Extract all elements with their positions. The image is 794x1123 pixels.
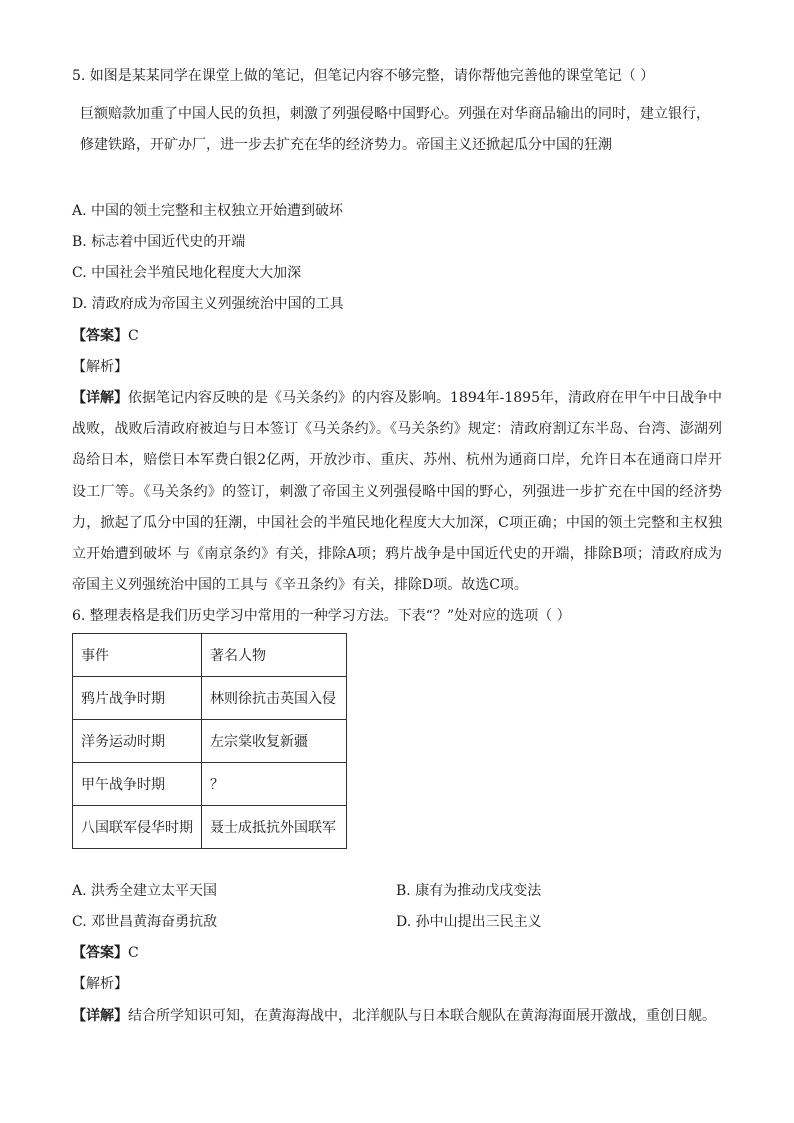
note-line-2: 修建铁路，开矿办厂，进一步去扩充在华的经济势力。帝国主义还掀起瓜分中国的狂潮 bbox=[80, 137, 612, 153]
table-header-cell: 著名人物 bbox=[202, 634, 347, 677]
table-cell: ？ bbox=[202, 763, 347, 806]
detail-tag: 【详解】 bbox=[72, 1008, 128, 1024]
answer-value: C bbox=[128, 945, 139, 961]
events-table bbox=[72, 633, 347, 849]
q6-detail bbox=[72, 1006, 716, 1026]
detail-text: 结合所学知识可知，在黄海海战中，北洋舰队与日本联合舰队在黄海海面展开激战，重创日舰。 bbox=[128, 1008, 716, 1024]
table-row bbox=[73, 720, 347, 763]
q5-option-a: A. 中国的领土完整和主权独立开始遭到破坏 bbox=[72, 203, 344, 219]
q6-option-c: C. 邓世昌黄海奋勇抗敌 bbox=[72, 914, 218, 930]
table-header-cell: 事件 bbox=[73, 634, 202, 677]
answer-tag: 【答案】 bbox=[72, 945, 128, 961]
answer-value: C bbox=[128, 328, 139, 344]
q5-analysis-tag: 【解析】 bbox=[72, 359, 128, 375]
table-header-row bbox=[73, 634, 347, 677]
table-cell: 八国联军侵华时期 bbox=[73, 806, 202, 849]
detail-text: 依据笔记内容反映的是《马关条约》的内容及影响。1894年-1895年，清政府在甲午中日战争中战败，战败后清政府被迫与日本签订《马关条约》。《马关条约》规定：清政府割辽东半岛、台湾、澎湖列岛给日本，赔偿日本军费白银2亿两，开放沙市、重庆、苏州、杭州为通商口岸，允许日本在通商口岸开设工厂等。《马关条约》的签订，刺激了帝国主义列强侵略中国的野心，列强进一步扩充在中国的经济势力，掀起了瓜分中国的狂潮，中国社会的半殖民地化程度大大加深，C项正确；中国的领土完整和主权独立开始遭到破坏 与《南京条约》有关，排除A项；鸦片战争是中国近代史的开端，排除B项；清政府成为帝国主义列强统治中国的工具与《辛丑条约》有关，排除D项。故选C项。 bbox=[72, 390, 722, 594]
note-line-1: 巨额赔款加重了中国人民的负担，刺激了列强侵略中国野心。列强在对华商品输出的同时，建立银行， bbox=[80, 106, 710, 122]
table-cell: 左宗棠收复新疆 bbox=[202, 720, 347, 763]
detail-tag: 【详解】 bbox=[72, 390, 128, 406]
q6-answer bbox=[72, 943, 139, 963]
table-row bbox=[73, 677, 347, 720]
question-6-title: 6. 整理表格是我们历史学习中常用的一种学习方法。下表“？”处对应的选项（ ） bbox=[72, 608, 571, 624]
question-5-title: 5. 如图是某某同学在课堂上做的笔记，但笔记内容不够完整，请你帮他完善他的课堂笔记（ ） bbox=[72, 68, 655, 84]
q5-answer bbox=[72, 326, 139, 346]
answer-tag: 【答案】 bbox=[72, 328, 128, 344]
q5-option-b: B. 标志着中国近代史的开端 bbox=[72, 234, 246, 250]
q6-analysis-tag: 【解析】 bbox=[72, 976, 128, 992]
q6-option-a: A. 洪秀全建立太平天国 bbox=[72, 883, 218, 899]
q5-detail bbox=[72, 383, 722, 601]
q6-option-d: D. 孙中山提出三民主义 bbox=[396, 914, 542, 930]
table-cell: 林则徐抗击英国入侵 bbox=[202, 677, 347, 720]
q5-option-d: D. 清政府成为帝国主义列强统治中国的工具 bbox=[72, 296, 344, 312]
q6-option-b: B. 康有为推动戊戌变法 bbox=[396, 883, 542, 899]
table-cell: 甲午战争时期 bbox=[73, 763, 202, 806]
table-cell: 聂士成抵抗外国联军 bbox=[202, 806, 347, 849]
table-cell: 洋务运动时期 bbox=[73, 720, 202, 763]
table-row bbox=[73, 806, 347, 849]
q5-option-c: C. 中国社会半殖民地化程度大大加深 bbox=[72, 265, 302, 281]
table-row bbox=[73, 763, 347, 806]
table-cell: 鸦片战争时期 bbox=[73, 677, 202, 720]
